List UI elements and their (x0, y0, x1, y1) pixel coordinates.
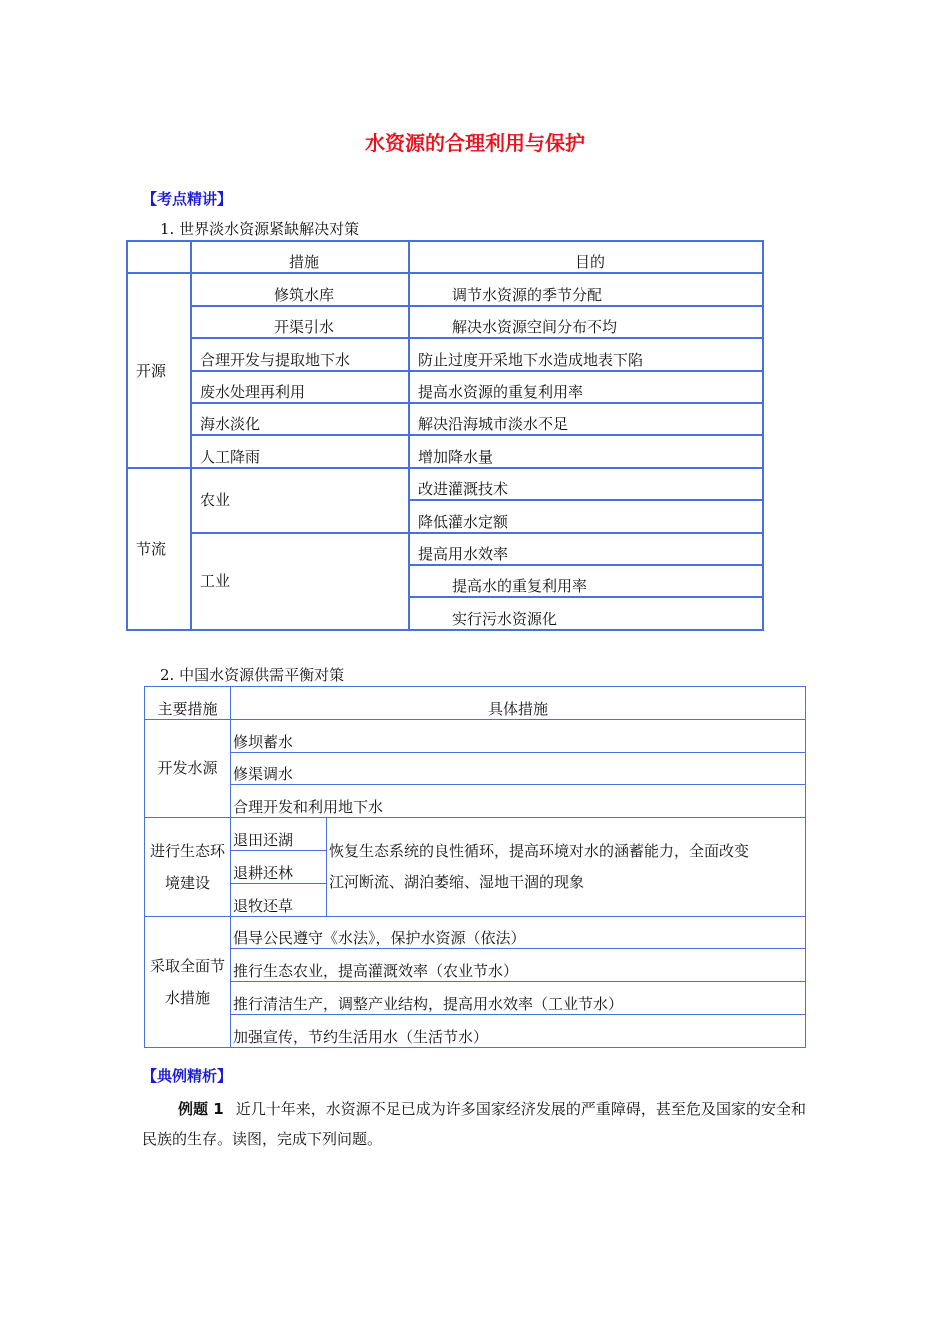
category-eco (145, 818, 231, 916)
header-cell: 措施 (191, 241, 409, 273)
eco-description-line1: 恢复生态系统的良性循环，提高环境对水的涵蓄能力，全面改变 (329, 841, 750, 860)
header-cell: 主要措施 (145, 687, 231, 720)
table-row (127, 306, 763, 338)
section-heading-dianli: 【典例精析】 (142, 1067, 233, 1085)
purpose-cell: 增加降水量 (409, 435, 763, 467)
category-eco-line1: 进行生态环 (149, 841, 225, 860)
category-develop: 开发水源 (145, 719, 231, 817)
measure-cell: 倡导公民遵守《水法》，保护水资源（依法） (231, 916, 806, 949)
measure-cell: 推行生态农业，提高灌溉效率（农业节水） (231, 949, 806, 982)
measure-cell: 合理开发与提取地下水 (191, 338, 409, 370)
category-save-line2: 水措施 (164, 988, 210, 1007)
purpose-cell: 调节水资源的季节分配 (409, 273, 763, 305)
example-label: 例题 1 (178, 1100, 224, 1118)
measure-cell: 海水淡化 (191, 403, 409, 435)
table-row (127, 435, 763, 467)
table1-caption: 1. 世界淡水资源紧缺解决对策 (160, 220, 360, 238)
table-row (145, 916, 806, 949)
sector-industry: 工业 (191, 533, 409, 630)
example-text: 近几十年来，水资源不足已成为许多国家经济发展的严重障碍，甚至危及国家的安全和民族的生存。读图，完成下列问题。 (142, 1100, 806, 1148)
sector-agriculture: 农业 (191, 468, 409, 533)
purpose-cell: 解决水资源空间分布不均 (409, 306, 763, 338)
measure-cell: 修渠调水 (231, 752, 806, 785)
table-row (145, 719, 806, 752)
measure-cell: 退牧还草 (231, 883, 327, 916)
table-row (145, 818, 806, 851)
measure-cell: 人工降雨 (191, 435, 409, 467)
category-save (145, 916, 231, 1047)
category-kaiyuan: 开源 (127, 273, 191, 467)
table-row (127, 371, 763, 403)
measure-cell: 退耕还林 (231, 850, 327, 883)
table-row (145, 752, 806, 785)
purpose-cell: 实行污水资源化 (409, 597, 763, 629)
purpose-cell: 降低灌水定额 (409, 500, 763, 532)
table-row (145, 949, 806, 982)
purpose-cell: 改进灌溉技术 (409, 468, 763, 500)
purpose-cell: 提高水资源的重复利用率 (409, 371, 763, 403)
table-row (145, 687, 806, 720)
table2-caption: 2. 中国水资源供需平衡对策 (160, 666, 345, 684)
table-row (127, 338, 763, 370)
purpose-cell: 提高水的重复利用率 (409, 565, 763, 597)
table-row (127, 468, 763, 500)
category-save-line1: 采取全面节 (149, 956, 225, 975)
section-heading-kaodian: 【考点精讲】 (142, 190, 233, 208)
measure-cell: 推行清洁生产，调整产业结构，提高用水效率（工业节水） (231, 982, 806, 1015)
eco-description-line2: 江河断流、湖泊萎缩、湿地干涸的现象 (329, 872, 585, 891)
measure-cell: 修筑水库 (191, 273, 409, 305)
purpose-cell: 提高用水效率 (409, 533, 763, 565)
header-cell: 目的 (409, 241, 763, 273)
table-row (145, 982, 806, 1015)
category-eco-line2: 境建设 (164, 873, 210, 892)
table-row (145, 1014, 806, 1047)
table-row (127, 533, 763, 565)
measure-cell: 合理开发和利用地下水 (231, 785, 806, 818)
page-title: 水资源的合理利用与保护 (365, 131, 585, 155)
measure-cell: 开渠引水 (191, 306, 409, 338)
table-row (145, 785, 806, 818)
eco-description (327, 818, 806, 916)
measure-cell: 退田还湖 (231, 818, 327, 851)
purpose-cell: 防止过度开采地下水造成地表下陷 (409, 338, 763, 370)
measure-cell: 加强宣传，节约生活用水（生活节水） (231, 1014, 806, 1047)
table-row (127, 273, 763, 305)
category-jieliu: 节流 (127, 468, 191, 630)
example-paragraph (142, 1094, 806, 1154)
measure-cell: 修坝蓄水 (231, 719, 806, 752)
measure-cell: 废水处理再利用 (191, 371, 409, 403)
purpose-cell: 解决沿海城市淡水不足 (409, 403, 763, 435)
china-water-table (144, 686, 806, 1048)
world-water-table (126, 240, 764, 631)
header-cell: 具体措施 (231, 687, 806, 720)
table-row (127, 403, 763, 435)
header-blank-cell (127, 241, 191, 273)
table-row (127, 241, 763, 273)
